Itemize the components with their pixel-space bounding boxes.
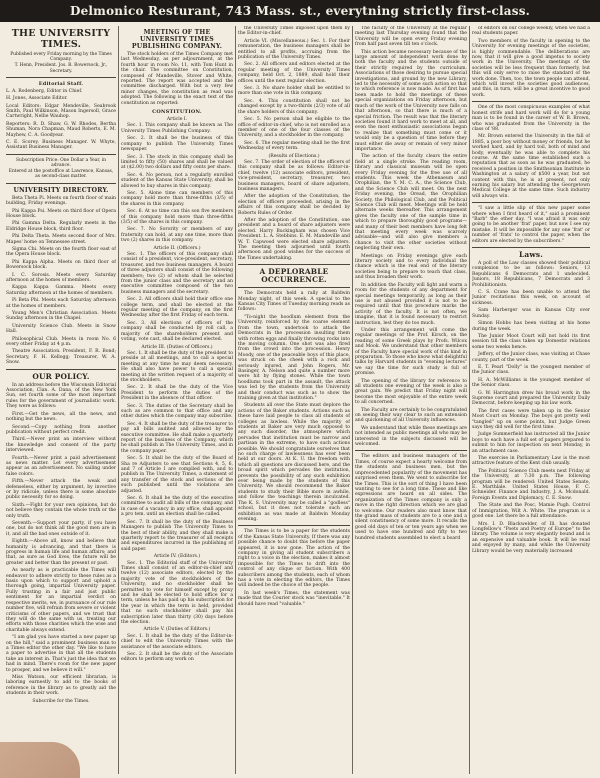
scanner-hand [0, 742, 80, 778]
column-rule [352, 26, 353, 774]
laws-paragraph: The Junior Moot Court will not hold its first session till the class takes up Domestic relations some two weeks hence. [472, 333, 590, 350]
staff-line: C. E. Scorey. Business Manager. W. Whyte, Assistant Business Manager. [6, 140, 116, 151]
laws-paragraph: C. S. Crane has been unable to attend the Junior recitations this week, on account of sickness. [472, 290, 590, 306]
policy-paragraph: Miss Watson, our efficient librarian, is laboring earnestly to add to the books of reference in the library as to greatly aid the students in their work. [6, 674, 116, 697]
divider [472, 247, 590, 248]
directory-entry: Phi Kappa Alpha. Meets on third floor of Bowersock block. [6, 259, 116, 271]
editors-paragraph: The editors and business managers of the Times, of course expect a hearty welcome from the students and business men, but the unprecedented popularity of the movement has surprised even them. We went to subscribe for the Times. This is the sort of thing I have been wanting to see for a long time. These and like expressions are heard on all sides. The organization of the Times company is only a move in the right direction which we are glad to welcome. Our readers also must know that the grand mass of students are to a one and a silent constituency of some more. It recalls the good old days of ten or ten years ago when we used to have one hundred and fifty to two hundred students assembled to elect a board [355, 454, 467, 541]
article-section: Sec. 1. The officers of this company shall consist of a president, vice-president, secretary, treasurer, and two business managers. A board of three adjusters shall consist of the following members; two (2) of whom shall be selected from the junior class and the secretary and an executive committee composed of the two business managers and the secretary. [121, 252, 233, 295]
article-section: Sec. 7. No Sorority or members of any fraternity can hold, at any one time, more than two (2) shares in this company. [121, 227, 233, 244]
divider [472, 202, 590, 203]
divider [238, 525, 350, 526]
postal-entry-note: Entered at the postoffice at Lawrence, Kansas, as second-class matter. [8, 169, 114, 180]
directory-entry: Theatre Association. President, F. R. Bond; Secretary, F. H. Kellogg; Treasurer, W. A. Snow. [6, 349, 116, 366]
column-1 [6, 26, 116, 776]
laws-paragraph: Judge Summerfield has instructed all the Junior boys to each have a full set of papers prepared to submit to him for inspection on next Monday, in an attachment case. [472, 432, 590, 454]
subscription-price: Subscription Price: One Dollar a Year, in advance. [16, 157, 106, 169]
column-5 [472, 26, 590, 776]
laws-paragraph: The exercise in Parliamentary Law is the most attractive feature of the Kent club usually. [472, 456, 590, 467]
divider [238, 287, 350, 288]
laws-paragraph: The State and the Posc, Mamie Pugh. Control of Immigration, Wilt A. White. The program is a good one. Let there be a full attendance. [472, 503, 590, 520]
article-paragraph: Sec. 4. This constitution shall not be changed except by a two-thirds (2/3) vote of all the share holders of this company. [238, 98, 350, 115]
deplorable-paragraph: Students all over the State must deplore the actions of the Baker students. Actions such as these have laid people to class all students of colleges as lawless. While the majority of students at Baker are very much opposed to any such disorder, the atmosphere which pervades that institution must be narrow and partisan in the extreme, to have such actions possible. We should congratulate ourselves that no such charge of lawlessness has ever been held at our doors. At K. U. the freedom with which all questions are discussed here, and the broad spirit which pervades the institution, prevents the possibility of any such exhibition ever being made by the students of this University. We should recommend the Baker students to study their Bible more in awhile, and follow the teachings therein inculcated. The K. S. University may be called a "godless" school, but it does not tolerate such an exhibition as was made at Baldwin Monday evening. [238, 403, 350, 522]
divider [238, 264, 350, 265]
article-section: Sec. 5. Alone time can members of this company hold more than three-fifths (3/5) of the shares in this company. [121, 190, 233, 207]
constitution-heading: CONSTITUTION. [152, 109, 202, 116]
article-paragraph: Sec. 5. No person shall be eligible to the office of editor-in-chief, who is not enrolled as a member of one of the four classes of the University, and a stockholder in the company. [238, 117, 350, 139]
article-section: Sec. 3. All elections of officers of the company shall be conducted by roll call, a majority of the shareholders present and voting, vote cast, shall be declared elected. [121, 320, 233, 343]
faculty-paragraph: The Faculty are certainly to be congratulated on seeing their way clear to such an extension and quickening of all University influences. [355, 407, 467, 424]
faculty-paragraph: Meetings on Friday evenings give each literary society and to every individual the chance which is the real end of the literary societies being to prepare to teach that class, and thus broaden their work. [355, 253, 467, 281]
faculty-paragraph: The action of the faculty clears the entire field at a single stroke. The reading room, library and classical museum will be open every Friday evening for the free use of all students. This week the Athenaeum and Orophilian, the Y. M. C. A., the Science Club, and the Science Club will meet. On the next Friday evening, the Oread, the Orophilian Society, the Philological Club, and the Political Science Club will meet. Meetings will be held alternate weeks thereafter. This arrangement gives the faculty one of the sample time in which to prepare thoroughly good programs—and many of their best members have long felt that meeting every week was scarcely advisable—and will also give members a chance to visit the other societies without neglecting their own. [355, 154, 467, 252]
faculty-paragraph: In addition the Faculty will light and warm a room for the students of any department for special meetings temporarily, as long as their use is not abused provided it is not to be required until that this procedure marks the activity of the faculty. It is not often, we imagine, that it is found necessary to restrict instruction, lest they do too much. [355, 282, 467, 326]
directory-entry: Phi Kappa Psi. Meets on third floor of Opera House block. [6, 208, 116, 219]
article-section: Sec. 4. No person, not a regularly enrolled student of the Kansas State University, shall be allowed to buy shares in this company. [121, 172, 233, 189]
directory-entry: University Science Club. Meets in Snow Hall. [6, 323, 116, 335]
article-section: Sec. 7. It shall be the duty of the Business Managers to publish The University Times to the best of their ability, and they shall make a quarterly report to the treasurer of all receipts and expenditures incurred in the publishing of said paper. [121, 519, 233, 552]
laws-heading: Laws. [518, 250, 544, 260]
laws-paragraph: The Political Science Club meets next Friday at the University, at 7:30 p.m. The following program will be rendered: United States Senate, E. Marthlale. United States House, F. C. Schneider. Finance and Industry, J. A. Mcdonald. Foreign Events and Diplomacy, C. E. Snow. [472, 468, 590, 501]
faculty-paragraph: This action became necessary because of the large amount of independent work done by both the faculty and the students outside of their strictly required by the curriculum. Associations of those desiring to pursue special investigations, and ground by the new Library, led to the necessity of some such action so that to which reference is now made. As of first has been made to hold the meetings of these special organizations on Friday afternoon, but much of the work of the University now falls on that afternoon, so that there is much of a special friction. The result was that the literary societies found it hard work to meet at all, and even the most enthusiastic associations began to realize that something must come or it would only be a question of time before they must either die away or remain of very minor importance. [355, 49, 467, 152]
laws-paragraph: Sam Harberger was in Kansas City over Sunday. [472, 308, 590, 319]
editorial-paragraph: Mr. Brown entered the University in the fall of 1885, a poor boy without money or friends, but he worked hard, and by hard toil, both of mind and body, eventually he was able to complete his course. At the same time established such a reputation that as soon as he was graduated, he received a position in the Smithsonian Institute in Washington at a salary of $500 a year, but not content with this, he is at present, not only earning his salary but attending the Georgetown Medical College at the same time. Such industry will always win. [472, 134, 590, 199]
directory-entry: I. C. Sorosis. Meets every Saturday afternoon at the homes of members. [6, 272, 116, 283]
meeting-intro: The stock holders of the Times Company met last Wednesday, as per adjournment, at the fourth hour in room No. 11, with Tom Hunt in the chair. The committee on Constitution, composed of Mandeville, Stover and White, reported. The report was accepted and the committee discharged. With but a very few minor changes, the constitution as read was adopted. The following is the exact text of the constitution as reported: [121, 52, 233, 106]
article-section: Sec. 1. It shall be the duty of the Editor-in-chief to edit the University Times with the assistance of the associate editors. [121, 633, 233, 650]
laws-paragraph: A poll of the Law classes showed their political complexion to be as follows: Seniors, 13 Republicans 6 Democrats and 1 undecided. Juniors, 18 Republicans, 7 Democrats and 3 Prohibitionists. [472, 261, 590, 288]
column-2 [121, 26, 233, 776]
faculty-paragraph: We understand that while these meetings are not intended as public meetings all who may be interested in the subjects discussed will be welcomed. [355, 425, 467, 448]
staff-line: L. A. Rodenberg, Editor in Chief. [6, 88, 83, 94]
article-section: Sec. 2. It shall be the business of this company to publish The University Times newspaper. [121, 136, 233, 153]
deplorable-paragraph: "To-night the hoodlum element from the University, reinforced by the coarse element from the town, undertook to attack the Democrats in the procession insulting them with rotten eggs and finally throwing rocks into the moving column. One shot was also fired from the crowd into the procession. Henry Moody, one of the peaceable boys of this place, was struck on the cheek with a rock and seriously injured, and John Rogers, Mr. Basinger, A. Nelson and quite a number more were hit by flying stones. While the town hoodlums took part in the assault, the attack was led by the students from the University and their conduct was such as to show the training given at that institution." [238, 314, 350, 401]
article-paragraph: Article VI. (Miscellaneous.) Sec. 1. For their remuneration, the business managers shall be entitled to all profits, accruing from the publication of the University Times. [238, 38, 350, 61]
article-section: Sec. 2. It shall be the duty of the Vice President to perform the duties of the President in the absence of that officer. [121, 385, 233, 402]
directory-entry: Philosophical Club. Meets in room No. 6 every other Friday at 4 p.m. [6, 336, 116, 348]
directory-entry: Pi Beta Phi. Meets each Saturday afternoon at the homes of members. [6, 298, 116, 309]
policy-paragraph: In an address before the Wisconsin Editorial Association, Clan. A. Dana, of the New York Sun, set fourth some of the most important rules for the government of journalistic work. They were as follows: [6, 382, 116, 410]
article-section: Sec. 6. It shall be the duty of the executive committee to audit all bills of the company, and in case of a vacancy in any office, shall appoint a pro tem. until an election shall be called. [121, 496, 233, 518]
faculty-paragraph: Under this arrangement will come the regular meetings of the Prof. Kirsch, on the reading of some Greek plays by Profs. Wilcox and Mook. We understand that other members of the Faculty have special work of this kind in preparation. To those who know what delightful talks by Harvard students in "evening lectures" we say the time for such study is full of promise. [355, 327, 467, 377]
editorial-paragraph: One of the most conspicuous examples of what honest strife and hard work will do for a young man is to be found in the career of W. B. Brown, who was graduated from the University in the class of '88. [472, 105, 590, 132]
election-paragraph: After the adoption of the Constitution, one president and a board of share adjusters were elected. Harry Buckingham was chosen Vice President. L. A. Stebbins. E. M. Mandeville and W. T. Capwood were elected share adjusters. The meeting then adjourned until fourth afternoon and good wishes for the success of the Times undertaking. [238, 218, 350, 261]
laws-paragraph: Jeffery, of the Junior class, was visiting at Chase county, part of the week. [472, 352, 590, 363]
subscribe-line: Subscribe for the Times. [32, 698, 90, 704]
directory-entry: Kappa Kappa Gamma. Meets every Saturday afternoon at the homes of members. [6, 285, 116, 296]
article-section: Sec. 3. The duties of the Secretary shall be such as are common to that office and any other duties which the company may subscribe. [121, 403, 233, 420]
column-3 [238, 26, 350, 776]
advertising-banner: Delmonico Resturant, 743 Mass. st., everytning strictly first-class. [0, 0, 600, 22]
policy-paragraph: Seventh.—Support your party, if you have one, but do not think all the good men are in it, and all the bad ones outside of it. [6, 521, 116, 537]
article-paragraph: the University Times imposed upon them by the Editor-in-chief. [238, 26, 350, 37]
policy-paragraph: Fourth.—Never print a paid advertisement as news matter. Let every advertisement appear as an advertisement. No sailing under false colors. [6, 455, 116, 477]
editorial-paragraph: "I saw a little slip of this new paper some where when I first heard of it," said a prominent "Barb" the other day. "I was afraid it was only going to be another 'frat' paper, but now I see my mistake. It will be impossible for any one 'frat' or number of 'frats' to control the paper, when the editors are elected by the subscribers." [472, 206, 590, 244]
laws-paragraph: Simon Hobbs has been visiting at his home during the week. [472, 321, 590, 332]
policy-paragraph: As nearly as is practicable the Times will endeavor to adhere strictly to these rules as a basis upon which to support and uphold a thorough going, impartial University paper. Fully trusting in a fair and just public sentiment for an impartial verdict on respective merits, we, in pursuance of our rule number five, will refrain from severe or violent criticisms of other papers, and we trust that they will do the same with us, treating our efforts with those charities which the wise and charitable always extend. [6, 568, 116, 633]
article-section: Sec. 2. It shall be the duty of the Associate editors to perform any work on [121, 652, 233, 663]
editorial-staff-heading: Editorial Staff. [38, 80, 84, 87]
laws-paragraph: The first cases were taken up in the Senior Moot Court on Monday. The boys got pretty well "tangled" up on some points, but Judge Green says they did well for the first time. [472, 408, 590, 430]
policy-paragraph: Second.—Copy nothing from another publication without perfect credit. [6, 424, 116, 435]
article-section: Sec. 4. It shall be the duty of the treasurer to pay all bills audited and allowed by the executive committee. He shall make a quarterly report of the business of the Company, which he shall publish in The University Times, and in the company paper. [121, 421, 233, 454]
column-rule [118, 26, 119, 774]
deplorable-heading: A DEPLORABLE OCCURRENCE. [259, 267, 329, 285]
faculty-paragraph: The opening of the library for reference to all students one evening of the week is also a great gain. We predict that Friday night will become the most enjoyable of the entire week to all concerned. [355, 378, 467, 406]
policy-paragraph: Eighth.—Above all, know and believe that humanity is advancing, and that there is progress in human life and human affairs; and that, as sure as God lives, the future will be greater and better than the present or past. [6, 539, 116, 566]
article-heading: Article III. (Duties of Officers.) [141, 344, 213, 350]
masthead: THE UNIVERSITY TIMES. [11, 28, 111, 50]
column-rule [469, 26, 470, 774]
staff-line: Reporters: R. D. Shaw, G. W. Rhodes, Bertha Shuman, Nora Chapman, Maud Roberts, E. M. Mayhew, C. A. Goodyear. [6, 121, 116, 138]
times-paragraph: In last week's Times, the statement was made that the Courier stock was "inevitable." It should have read "valuable." [238, 590, 350, 607]
article-section: Sec. 3. The stock in this company shall be limited to fifty (50) shares and shall be valued at ($2.00) two dollars and fifty cents per share. [121, 154, 233, 171]
divider [6, 154, 116, 155]
laws-paragraph: E. T. Pearl "Dolly" is the youngest member of the Junior class. [472, 364, 590, 376]
column-rule [235, 26, 236, 774]
editorial-paragraph: Two members of the faculty in opening to the University for evening meetings of the societies, is highly commendable. The deliberations are now, that it will give a good impetus to society work in the University. The meetings of the societies will be less frequent than formerly, but this will only serve to raise the standard of the work done. Then, too, the town people can attend, which will invest the societies good audiences, and this, in turn, will be a great incentive to good work. [472, 38, 590, 98]
article-heading: Article I. [166, 117, 188, 123]
editorial-paragraph: of editors on our college weekly, when we had a real students paper. [472, 26, 590, 37]
article-section: Sec. 5. It shall be the duty of the Board of Sha re Adjusters to see that Sections 4, 5, 6, and 7 of Article I are complied with, and to publish in The University Times, a statement of any transfer of the stock and sections of the such published until the violations are adjusted. [121, 456, 233, 494]
column-4 [355, 26, 467, 776]
officers-line: T. Henn, President. Jos. B. Bowersock, Jr., Secretary. [14, 63, 108, 74]
publication-note: Published every Friday morning by the Times Company. [10, 52, 112, 63]
policy-paragraph: Third.—Never print an interview without the knowledge and consent of the party interviewed. [6, 437, 116, 454]
directory-heading: UNIVERSITY DIRECTORY. [13, 186, 109, 194]
times-paragraph: The Times is to be a paper for the students of the Kansas State University. If there was any possible chance to doubt this before the paper appeared, it is now gone. The action of the company in giving all student subscribers a right to a voice in the election, makes it almost impossible for the Times to drift into the control of any clique or faction. With 400 subscribers among the students, each of whom has a vote in electing the editors, the Times will indeed be the choice of the people. [238, 529, 350, 589]
deplorable-paragraph: The Democrats held a rally at Baldwin Monday night, of this week. A special to the Kansas City Times of Tuesday morning reads as follows: [238, 291, 350, 313]
policy-paragraph: Fifth.—Never attack the weak and defenseless, either by argument, by invective or by ridicule, unless there is some absolute public necessity for so doing. [6, 479, 116, 501]
divider [472, 101, 590, 102]
directory-entry: Phi Delta Theta. Meets second floor of Mrs. Mapes' home on Tennessee street. [6, 234, 116, 245]
article-section: Sec. 6. At no time can this son five members of this company hold more than three-fifths (3/5) of the shares in this company. [121, 209, 233, 225]
policy-paragraph: "I am glad you have started a new paper up on the hill," said a prominent business man to a Times editor the other day. "We like to have a paper to advertise in that all the students take an interest in. That's just the idea that we had in mind. There's room for the new paper to prosper, and we believe it will." [6, 635, 116, 673]
laws-paragraph: G. W. Harrington drew his broad work in the Supreme court and prepared the University Daily Democrat, before keeping up his law work. [472, 390, 590, 407]
directory-entry: Sigma Chi. Meets on the fourth floor east of the Opera House block. [6, 246, 116, 258]
policy-paragraph: First.—Get the news, all the news, and nothing but the news. [6, 411, 116, 423]
article-paragraph: Sec. 6. The regular meeting shall be the first Wednesday of every term. [238, 140, 350, 152]
staff-line: H. Jones, Associate Editor. [6, 96, 68, 102]
article-heading: Article II. (Officers.) [153, 245, 201, 251]
constitution-articles [121, 117, 233, 663]
article-paragraph: Sec. 2. All officers and editors elected at the regular meeting of the University Times company, held Oct. 2, 1889, shall hold their offices until the next regular election. [238, 62, 350, 84]
divider [355, 450, 467, 451]
article-section: Sec. 1. It shall be the duty of the president to preside at all meetings, and to call a special meeting at any time he may deem necessary. He shall also have power to call a special meeting at the written request of a majority of the stockholders. [121, 350, 233, 383]
policy-heading: OUR POLICY. [32, 371, 90, 381]
directory-entry: Phi Gamma Delta. Regularly meets in the Eldridge House block, third floor. [6, 221, 116, 232]
laws-paragraph: Mrs. I. D. Blackwelder, of Ill. has donated Longfellow's "Poets and Poetry of Europe" to the library. The volume is very elegantly bound and is an expensive and valuable book. It will be read and enjoyed by many, and while the University Library would be very materially increased [472, 521, 590, 554]
staff-line: Local Editors: Edgar Mendeville, Seabrook Smith, Paul Wilkinson, Mason Ingersoll, Grace Cartwright, Nellie Wauhop. [6, 103, 116, 120]
divider [6, 369, 116, 370]
article-paragraph: Sec. 3. No share holder shall be entitled to more than one vote in this company. [238, 86, 350, 97]
meeting-heading: MEETING OF THE UNIVERSITY TIMES PUBLISHING COMPANY. [131, 29, 223, 50]
election-paragraph: Sec. 7. The order of election of the officers of this company shall be as follows: Editor-in-chief, twelve (12) associate editors, president, vice-president, secretary, treasurer, two business managers, board of share adjusters, business managers. [238, 159, 350, 192]
election-paragraph: After the adoption of the Constitution, the election of officers proceeded, arising in the affairs of this company shall be decided by Roberts Rules of Order. [238, 194, 350, 216]
article-heading: Article V. (Duties of Editors.) [143, 627, 211, 633]
divider [6, 183, 116, 184]
article-heading: Article IV. (Editors.) [153, 554, 201, 560]
article-section: Sec. 1. This company shall be known as The University Times Publishing Company. [121, 123, 233, 134]
article-section: Sec. 1. The Editorial staff of the University Times shall consist of an editor-in-chief and twelve (12) associate editors, elected by the majority vote of the stockholders of the University, and no stockholder shall be permitted to vote for himself except by proxy and he shall be elected to hold office for a term, unless he has paid up his subscription for the year in which the term is held, provided that no such stockholder shall pay his subscription later than thirty (30) days before the election. [121, 560, 233, 625]
laws-paragraph: H. A. McWilliams is the youngest member of the Senior class. [472, 377, 590, 389]
elections-subheading: (Results of Elections.) [268, 153, 320, 159]
directory-entry: Beta Theta Pi. Meets on fourth floor of main building, Friday evenings. [6, 195, 116, 207]
directory-entry: Young Men's Christian Association. Meets Sunday afternoon in the Chapel. [6, 311, 116, 322]
faculty-paragraph: The faculty of the University at the regular meeting last Thursday evening found that the University will be open every Friday evening from half past seven till ten o'clock. [355, 26, 467, 48]
divider [6, 77, 116, 78]
article-section: Sec. 2. All officers shall hold their office one college term, and shall be elected at the regular meeting of the company, on the first Wednesday after the first Friday of each term. [121, 297, 233, 319]
policy-paragraph: Sixth.—Fight for your own opinions, but do not believe they contain the whole truth or the only truth. [6, 502, 116, 519]
